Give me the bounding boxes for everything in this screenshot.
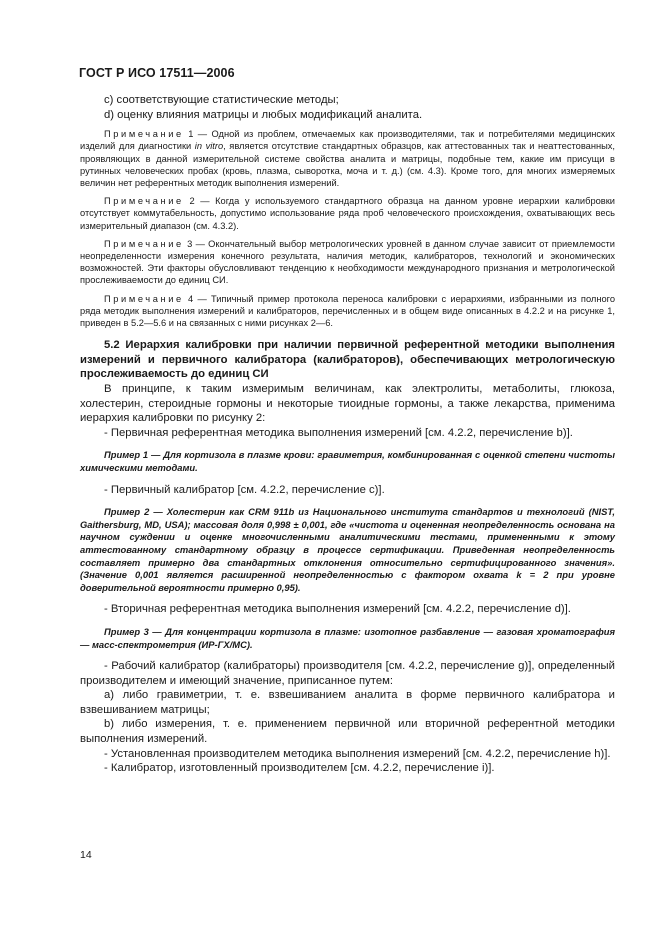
note-label: Примечание: [104, 196, 184, 207]
list-item-c: c) соответствующие статистические методы;: [104, 94, 339, 106]
section-heading: 5.2 Иерархия калибровки при наличии первичной референтной методики выполнения измерений и первичного калибратора (калибраторов), обеспечивающих метрологическую прослеживаемость до единиц СИ: [80, 339, 615, 381]
document-header: ГОСТ Р ИСО 17511—2006: [79, 66, 235, 80]
note-text-continued: , является отсутствие стандартных образцов, как аттестованных так и неаттестованных, проявляющих в данной измерительной системе свойства аналита и матрицы, подобные тем, какие им присущи в рутинных человеческих пробах (кровь, плазма, сыворотка, моча и т. д.) (см. 4.3). Кроме того, для многих измеряемых величин нет референтных методик выполнения измерений.: [80, 141, 616, 188]
example-3: Пример 3 — Для концентрации кортизола в плазме: изотопное разбавление — газовая хроматография — масс-спектрометрия (ИР-ГХ/МС).: [80, 625, 615, 650]
list-item-primary-calibrator: - Первичный калибратор [см. 4.2.2, перечисление c)].: [104, 483, 385, 496]
list-item-primary-reference-method: - Первичная референтная методика выполнения измерений [см. 4.2.2, перечисление b)].: [104, 426, 573, 439]
note-text: — Окончательный выбор метрологических уровней в данном случае зависит от приемлемости неопределенности измерения конечного результата, наличия методик, калибраторов, технологий и экономических возможностей. Эти факторы обусловливают тенденцию к необходимости международного признания и метрологической прослеживаемости до единиц СИ.: [80, 238, 615, 286]
note-number: 2: [189, 196, 195, 207]
list-item-working-calibrator: - Рабочий калибратор (калибраторы) производителя [см. 4.2.2, перечисление g)], определенный производителем и имеющий значение, приписанное путем:: [80, 660, 615, 687]
note-label: Примечание: [104, 293, 184, 304]
note-3: [80, 238, 615, 287]
note-number: 1: [188, 129, 194, 140]
note-label: Примечание: [104, 129, 184, 140]
sub-item-a: а) либо гравиметрии, т. е. взвешиванием аналита в форме первичного калибратора и взвешиванием матрицы;: [80, 689, 615, 716]
section-intro: В принципе, к таким измеримым величинам, как электролиты, метаболиты, глюкоза, холестерин, стероидные гормоны и некоторые тиоидные гормоны, а также лекарства, применима иерархия калибровки по рисунку 2:: [80, 383, 615, 425]
list-item-secondary-reference-method: - Вторичная референтная методика выполнения измерений [см. 4.2.2, перечисление d)].: [104, 603, 571, 616]
note-1: [80, 128, 615, 189]
note-text: — Одной из проблем, отмечаемых как производителями, так и потребителями медицинских изделий для диагностики: [80, 129, 615, 152]
note-number: 4: [188, 293, 194, 304]
list-item-manufacturer-calibrator: - Калибратор, изготовленный производителем [см. 4.2.2, перечисление i)].: [104, 762, 495, 775]
example-2: Пример 2 — Холестерин как CRM 911b из Национального института стандартов и технологий (NIST, Gaithersburg, MD, USA); массовая доля 0,998 ± 0,001, где «чистота и оцененная неопределенность основана на научном суждении и оценке многочисленными аналитическими тестами, примененными к этому аттестованному стандартному образцу в процессе сертификации. Приведенная неопределенность составляет примерно два стандартных отклонения относительно сертифицированного значения». (Значение 0,001 является расширенной неопределенностью с фактором охвата k = 2 при уровне доверительной вероятности примерно 0,95).: [80, 506, 615, 593]
page-content: [80, 93, 615, 776]
list-item-d: d) оценку влияния матрицы и любых модификаций аналита.: [104, 108, 423, 121]
note-2: [80, 195, 615, 232]
note-label: Примечание: [104, 238, 184, 249]
note-4: [80, 293, 615, 330]
list-item-manufacturer-method: - Установленная производителем методика выполнения измерений [см. 4.2.2, перечисление h)].: [104, 747, 611, 760]
example-1: Пример 1 — Для кортизола в плазме крови: гравиметрия, комбинированная с оценкой степени чистоты химическими методами.: [80, 449, 615, 473]
note-number: 3: [187, 238, 193, 249]
page-number: 14: [80, 849, 92, 861]
note-text: — Типичный пример протокола переноса калибровки с иерархиями, избранными из полного ряда методик выполнения измерений и калибраторов, перечисленных и в общем виде описанных в 4.2.2 и на рисунке 1, приведен в 5.2—5.6 и на связанных с ними рисунках 2—6.: [80, 293, 616, 329]
sub-item-b: b) либо измерения, т. е. применением первичной или вторичной референтной методики выполнения измерений.: [80, 718, 615, 746]
note-italic-text: in vitro: [194, 141, 224, 152]
note-text: — Когда у используемого стандартного образца на данном уровне иерархии калибровки отсутствует коммутабельность, допустимо использование ряда проб человеческого происхождения, охватывающих весь измерительный диапазон (см. 4.3.2).: [80, 196, 615, 231]
